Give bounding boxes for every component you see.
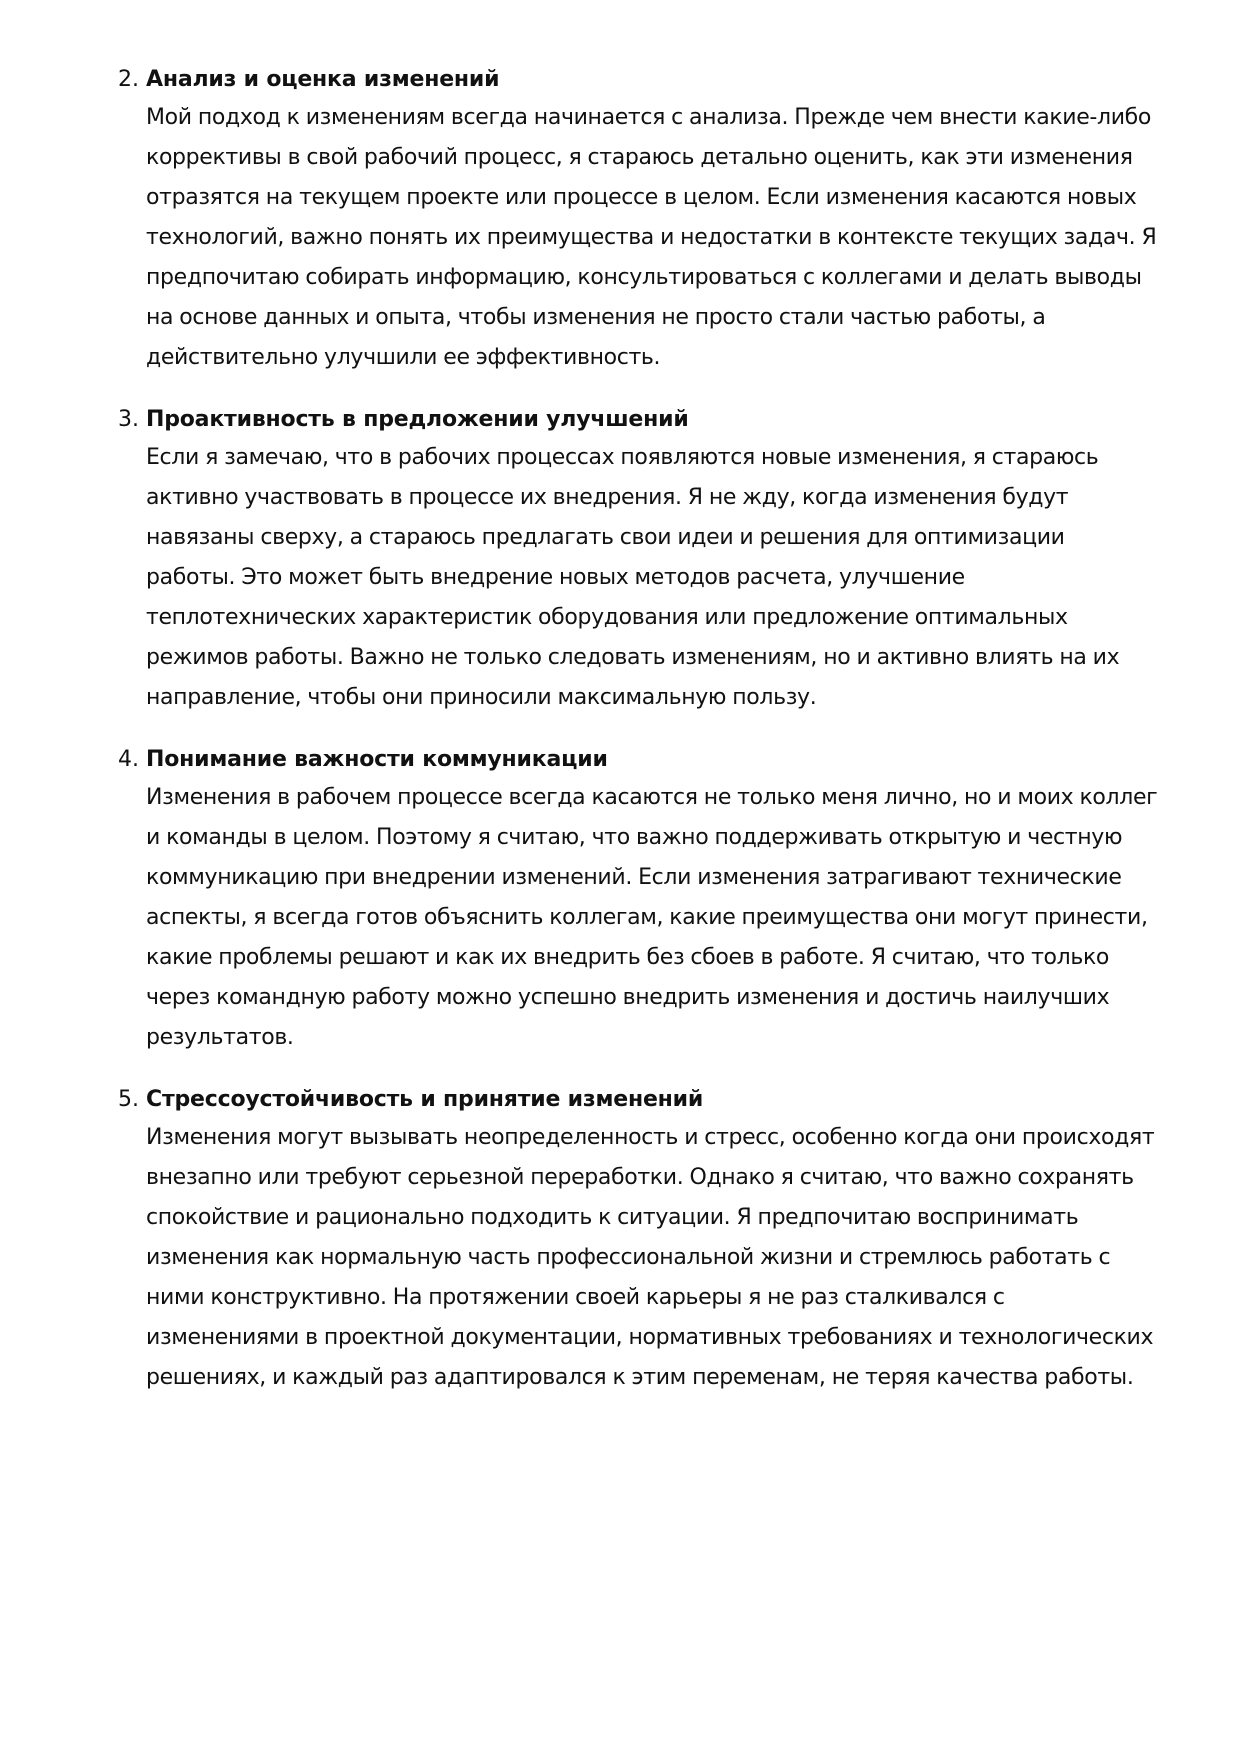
item-title: Проактивность в предложении улучшений [146, 407, 689, 432]
item-text: Мой подход к изменениям всегда начинается с анализа. Прежде чем внести какие-либо коррективы в свой рабочий процесс, я стараюсь детально оценить, как эти изменения отразятся на текущем проекте или процессе в целом. Если изменения касаются новых технологий, важно понять их преимущества и недостатки в контексте текущих задач. Я предпочитаю собирать информацию, консультироваться с коллегами и делать выводы на основе данных и опыта, чтобы изменения не просто стали частью работы, а действительно улучшили ее эффективность. [146, 105, 1157, 370]
list-item [118, 1082, 1158, 1398]
item-title: Анализ и оценка изменений [146, 67, 500, 92]
item-number: 4. [118, 747, 139, 772]
list-item [118, 62, 1158, 378]
numbered-list [118, 62, 1158, 1422]
list-item [118, 402, 1158, 718]
item-text: Изменения могут вызывать неопределенность и стресс, особенно когда они происходят внезапно или требуют серьезной переработки. Однако я считаю, что важно сохранять спокойствие и рационально подходить к ситуации. Я предпочитаю воспринимать изменения как нормальную часть профессиональной жизни и стремлюсь работать с ними конструктивно. На протяжении своей карьеры я не раз сталкивался с изменениями в проектной документации, нормативных требованиях и технологических решениях, и каждый раз адаптировался к этим переменам, не теряя качества работы. [146, 1125, 1155, 1390]
item-number: 5. [118, 1087, 139, 1112]
item-title: Понимание важности коммуникации [146, 747, 608, 772]
list-item [118, 742, 1158, 1058]
item-text: Если я замечаю, что в рабочих процессах появляются новые изменения, я стараюсь активно участвовать в процессе их внедрения. Я не жду, когда изменения будут навязаны сверху, а стараюсь предлагать свои идеи и решения для оптимизации работы. Это может быть внедрение новых методов расчета, улучшение теплотехнических характеристик оборудования или предложение оптимальных режимов работы. Важно не только следовать изменениям, но и активно влиять на их направление, чтобы они приносили максимальную пользу. [146, 445, 1120, 710]
item-number: 3. [118, 407, 139, 432]
item-text: Изменения в рабочем процессе всегда касаются не только меня лично, но и моих коллег и команды в целом. Поэтому я считаю, что важно поддерживать открытую и честную коммуникацию при внедрении изменений. Если изменения затрагивают технические аспекты, я всегда готов объяснить коллегам, какие преимущества они могут принести, какие проблемы решают и как их внедрить без сбоев в работе. Я считаю, что только через командную работу можно успешно внедрить изменения и достичь наилучших результатов. [146, 785, 1158, 1050]
item-title: Стрессоустойчивость и принятие изменений [146, 1087, 704, 1112]
item-number: 2. [118, 67, 139, 92]
